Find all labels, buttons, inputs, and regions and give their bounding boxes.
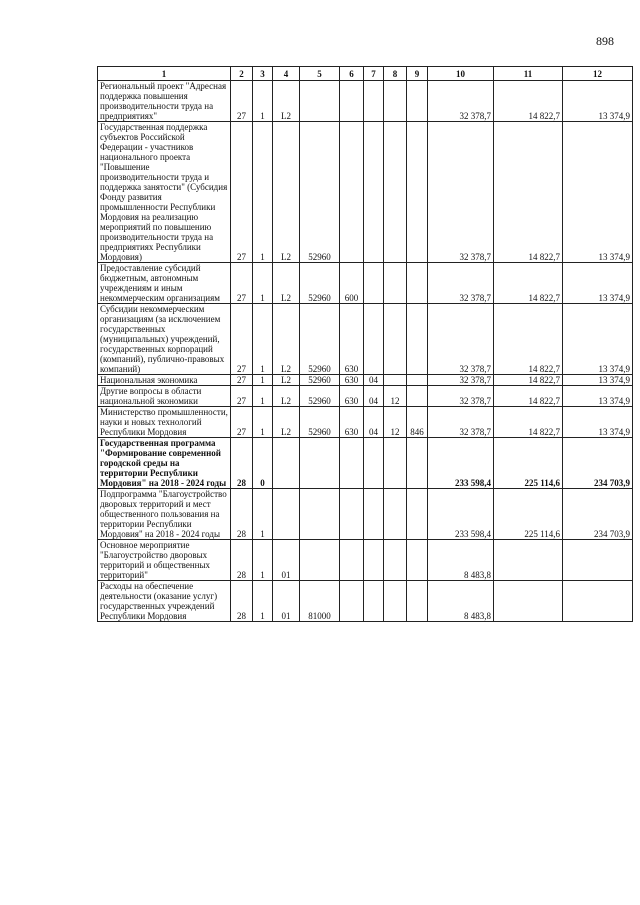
- cell-col-9: [407, 122, 428, 263]
- row-name: Расходы на обеспечение деятельности (оказание услуг) государственных учреждений Республики Мордовия: [100, 581, 218, 621]
- cell-col-12: 13 374,9: [563, 386, 633, 407]
- row-name: Субсидии некоммерческим организациям (за исключением государственных (муниципальных) учреждений, государственных корпораций (компаний), публично-правовых компаний): [100, 304, 225, 374]
- col-header-8: 8: [384, 67, 407, 81]
- cell-col-2: 27: [231, 386, 253, 407]
- cell-col-4: [273, 489, 300, 540]
- cell-col-3: 1: [253, 540, 273, 581]
- cell-col-6: 630: [340, 386, 364, 407]
- cell-col-12: 13 374,9: [563, 407, 633, 438]
- cell-col-2: 28: [231, 489, 253, 540]
- cell-col-6: [340, 81, 364, 122]
- cell-col-5: [300, 438, 340, 489]
- cell-col-12: [563, 581, 633, 622]
- cell-col-8: [384, 122, 407, 263]
- cell-col-5: 81000: [300, 581, 340, 622]
- row-name-cell: [98, 122, 231, 263]
- table-row: [98, 407, 633, 438]
- cell-col-8: 12: [384, 407, 407, 438]
- cell-col-12: 13 374,9: [563, 81, 633, 122]
- cell-col-4: [273, 438, 300, 489]
- cell-col-10: 32 378,7: [428, 304, 494, 375]
- cell-col-6: [340, 581, 364, 622]
- col-header-1: 1: [98, 67, 231, 81]
- cell-col-10: 8 483,8: [428, 581, 494, 622]
- cell-col-6: 630: [340, 407, 364, 438]
- cell-col-4: L2: [273, 304, 300, 375]
- cell-col-7: [364, 263, 384, 304]
- cell-col-3: 1: [253, 122, 273, 263]
- budget-table: [97, 66, 633, 622]
- cell-col-2: 28: [231, 438, 253, 489]
- row-name: Государственная программа "Формирование современной городской среды на территории Республики Мордовия" на 2018 - 2024 годы: [100, 438, 227, 488]
- cell-col-11: 14 822,7: [494, 263, 563, 304]
- cell-col-7: [364, 438, 384, 489]
- col-header-10: 10: [428, 67, 494, 81]
- row-name-cell: [98, 489, 231, 540]
- cell-col-11: 14 822,7: [494, 375, 563, 386]
- cell-col-2: 27: [231, 263, 253, 304]
- cell-col-9: [407, 81, 428, 122]
- row-name: Другие вопросы в области национальной экономики: [100, 386, 202, 406]
- cell-col-10: 32 378,7: [428, 122, 494, 263]
- cell-col-11: 14 822,7: [494, 304, 563, 375]
- cell-col-7: [364, 581, 384, 622]
- cell-col-11: 14 822,7: [494, 122, 563, 263]
- cell-col-12: 13 374,9: [563, 122, 633, 263]
- cell-col-2: 27: [231, 375, 253, 386]
- table-row: [98, 489, 633, 540]
- cell-col-5: 52960: [300, 263, 340, 304]
- cell-col-9: [407, 304, 428, 375]
- table-row: [98, 581, 633, 622]
- col-header-3: 3: [253, 67, 273, 81]
- cell-col-5: 52960: [300, 304, 340, 375]
- cell-col-5: [300, 489, 340, 540]
- cell-col-10: 233 598,4: [428, 489, 494, 540]
- cell-col-7: [364, 81, 384, 122]
- col-header-4: 4: [273, 67, 300, 81]
- cell-col-5: 52960: [300, 386, 340, 407]
- table-row: [98, 263, 633, 304]
- row-name: Подпрограмма "Благоустройство дворовых территорий и мест общественного пользования на территории Республики Мордовия" на 2018 - 2024 годы: [100, 489, 227, 539]
- cell-col-9: [407, 581, 428, 622]
- row-name: Предоставление субсидий бюджетным, автономным учреждениям и иным некоммерческим организациям: [100, 263, 220, 303]
- col-header-5: 5: [300, 67, 340, 81]
- cell-col-7: [364, 122, 384, 263]
- cell-col-11: 14 822,7: [494, 386, 563, 407]
- cell-col-10: 32 378,7: [428, 81, 494, 122]
- cell-col-10: 233 598,4: [428, 438, 494, 489]
- col-header-7: 7: [364, 67, 384, 81]
- row-name-cell: [98, 581, 231, 622]
- table-row: [98, 375, 633, 386]
- cell-col-5: [300, 81, 340, 122]
- cell-col-3: 1: [253, 304, 273, 375]
- cell-col-8: [384, 438, 407, 489]
- cell-col-4: L2: [273, 407, 300, 438]
- row-name-cell: [98, 540, 231, 581]
- cell-col-9: [407, 540, 428, 581]
- cell-col-6: [340, 540, 364, 581]
- cell-col-3: 1: [253, 489, 273, 540]
- cell-col-10: 32 378,7: [428, 407, 494, 438]
- row-name-cell: [98, 304, 231, 375]
- cell-col-6: 630: [340, 304, 364, 375]
- cell-col-4: L2: [273, 81, 300, 122]
- cell-col-8: [384, 81, 407, 122]
- col-header-11: 11: [494, 67, 563, 81]
- cell-col-8: [384, 489, 407, 540]
- cell-col-7: 04: [364, 386, 384, 407]
- cell-col-4: L2: [273, 386, 300, 407]
- cell-col-6: 600: [340, 263, 364, 304]
- cell-col-12: 234 703,9: [563, 489, 633, 540]
- table-body: [98, 81, 633, 622]
- cell-col-9: [407, 386, 428, 407]
- row-name-cell: [98, 375, 231, 386]
- cell-col-7: 04: [364, 407, 384, 438]
- cell-col-8: [384, 375, 407, 386]
- cell-col-11: 225 114,6: [494, 489, 563, 540]
- cell-col-4: L2: [273, 263, 300, 304]
- row-name-cell: [98, 438, 231, 489]
- col-header-12: 12: [563, 67, 633, 81]
- row-name: Национальная экономика: [100, 375, 198, 385]
- cell-col-3: 1: [253, 263, 273, 304]
- cell-col-5: 52960: [300, 122, 340, 263]
- table-row: [98, 122, 633, 263]
- cell-col-12: 13 374,9: [563, 304, 633, 375]
- cell-col-8: [384, 263, 407, 304]
- table-row: [98, 386, 633, 407]
- cell-col-2: 27: [231, 304, 253, 375]
- cell-col-7: 04: [364, 375, 384, 386]
- cell-col-6: [340, 489, 364, 540]
- cell-col-6: [340, 438, 364, 489]
- cell-col-9: 846: [407, 407, 428, 438]
- cell-col-2: 27: [231, 81, 253, 122]
- cell-col-8: 12: [384, 386, 407, 407]
- cell-col-2: 28: [231, 581, 253, 622]
- cell-col-3: 0: [253, 438, 273, 489]
- cell-col-11: 225 114,6: [494, 438, 563, 489]
- cell-col-11: 14 822,7: [494, 81, 563, 122]
- cell-col-5: [300, 540, 340, 581]
- cell-col-9: [407, 263, 428, 304]
- row-name: Региональный проект "Адресная поддержка повышения производительности труда на предприятиях": [100, 81, 227, 121]
- table-row: [98, 438, 633, 489]
- cell-col-5: 52960: [300, 375, 340, 386]
- cell-col-12: [563, 540, 633, 581]
- table-row: [98, 304, 633, 375]
- cell-col-11: [494, 581, 563, 622]
- col-header-9: 9: [407, 67, 428, 81]
- cell-col-2: 28: [231, 540, 253, 581]
- cell-col-8: [384, 304, 407, 375]
- cell-col-4: 01: [273, 540, 300, 581]
- row-name-cell: [98, 386, 231, 407]
- row-name: Государственная поддержка субъектов Российской Федерации - участников национального проекта "Повышение производительности труда и поддержка занятости" (Субсидия Фонду развития промышленности Республики Мордовия на реализацию мероприятий по повышению производительности труда на предприятиях Республики Мордовия): [100, 122, 228, 262]
- row-name: Министерство промышленности, науки и новых технологий Республики Мордовия: [100, 407, 228, 437]
- page-number: 898: [596, 34, 614, 48]
- table-row: [98, 540, 633, 581]
- row-name-cell: [98, 407, 231, 438]
- cell-col-11: 14 822,7: [494, 407, 563, 438]
- cell-col-6: 630: [340, 375, 364, 386]
- cell-col-10: 8 483,8: [428, 540, 494, 581]
- cell-col-12: 13 374,9: [563, 375, 633, 386]
- cell-col-7: [364, 304, 384, 375]
- cell-col-9: [407, 375, 428, 386]
- cell-col-4: L2: [273, 122, 300, 263]
- cell-col-7: [364, 489, 384, 540]
- cell-col-2: 27: [231, 407, 253, 438]
- row-name: Основное мероприятие "Благоустройство дворовых территорий и общественных территорий": [100, 540, 211, 580]
- table-row: [98, 81, 633, 122]
- cell-col-9: [407, 489, 428, 540]
- cell-col-9: [407, 438, 428, 489]
- col-header-6: 6: [340, 67, 364, 81]
- cell-col-10: 32 378,7: [428, 375, 494, 386]
- cell-col-12: 13 374,9: [563, 263, 633, 304]
- cell-col-8: [384, 540, 407, 581]
- cell-col-3: 1: [253, 375, 273, 386]
- row-name-cell: [98, 263, 231, 304]
- cell-col-3: 1: [253, 386, 273, 407]
- cell-col-5: 52960: [300, 407, 340, 438]
- cell-col-3: 1: [253, 581, 273, 622]
- cell-col-3: 1: [253, 81, 273, 122]
- cell-col-12: 234 703,9: [563, 438, 633, 489]
- cell-col-3: 1: [253, 407, 273, 438]
- col-header-2: 2: [231, 67, 253, 81]
- table-header-row: [98, 67, 633, 81]
- cell-col-2: 27: [231, 122, 253, 263]
- cell-col-8: [384, 581, 407, 622]
- cell-col-10: 32 378,7: [428, 386, 494, 407]
- cell-col-6: [340, 122, 364, 263]
- row-name-cell: [98, 81, 231, 122]
- cell-col-10: 32 378,7: [428, 263, 494, 304]
- cell-col-7: [364, 540, 384, 581]
- cell-col-11: [494, 540, 563, 581]
- cell-col-4: L2: [273, 375, 300, 386]
- cell-col-4: 01: [273, 581, 300, 622]
